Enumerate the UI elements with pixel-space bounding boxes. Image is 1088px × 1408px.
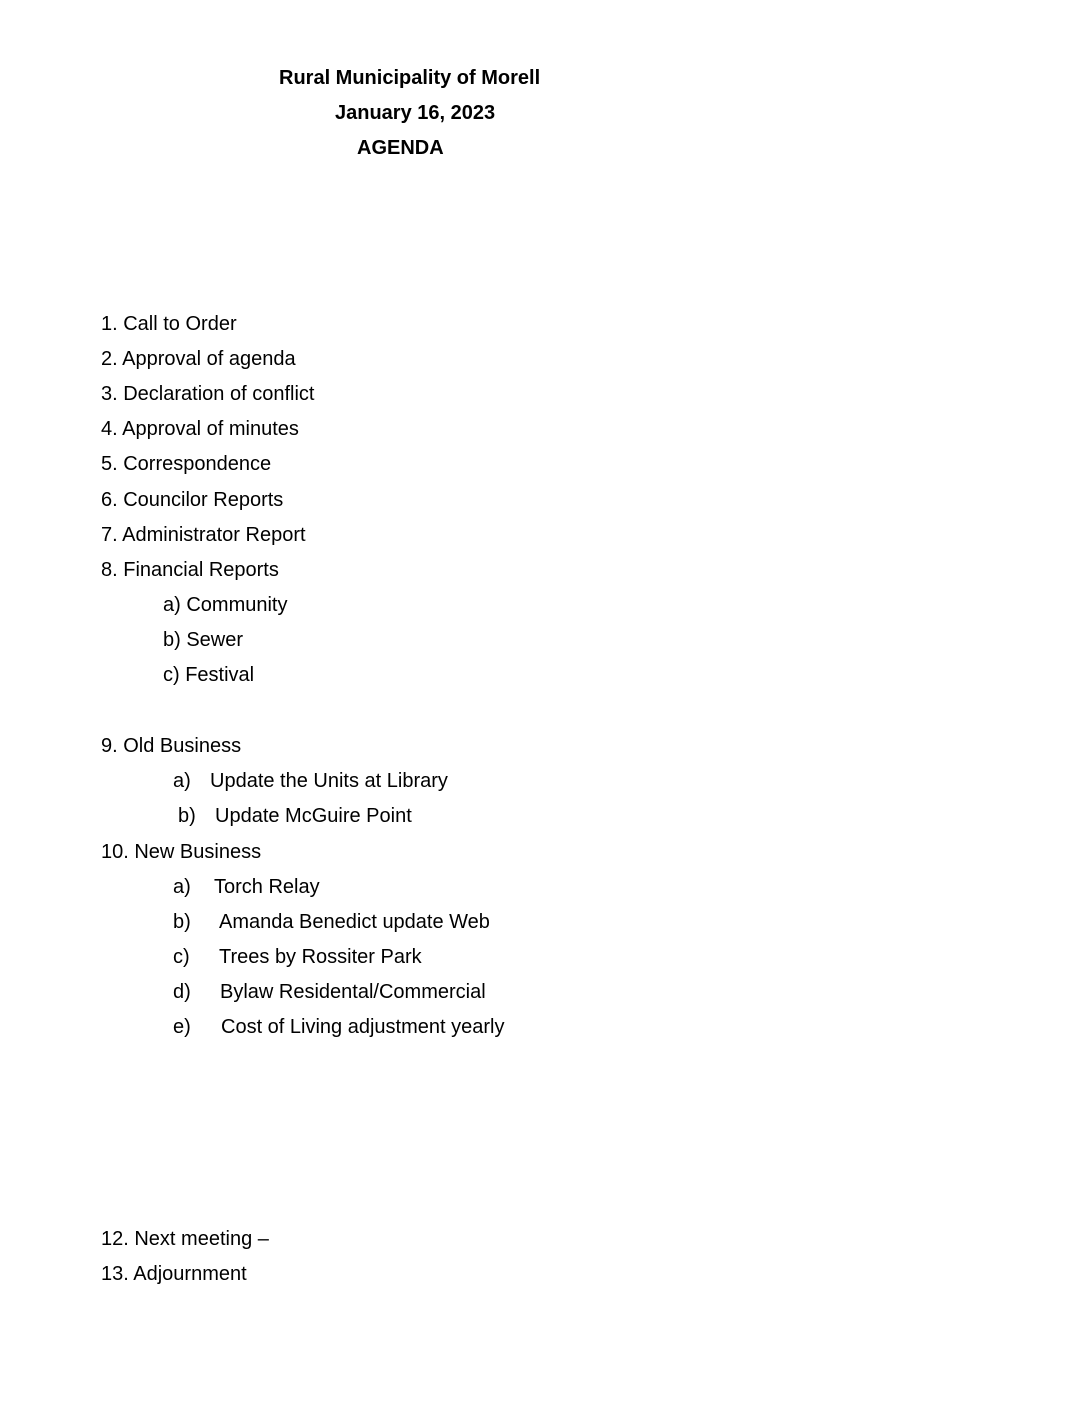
subitem-text: Trees by Rossiter Park <box>219 946 422 968</box>
subitem-text: Update McGuire Point <box>215 805 412 827</box>
new-business-subitem <box>173 980 486 1004</box>
agenda-item-declaration-of-conflict: 3. Declaration of conflict <box>101 383 315 405</box>
list-marker: c) <box>173 946 190 968</box>
new-business-subitem <box>173 875 320 899</box>
list-marker: b) <box>178 805 196 827</box>
agenda-item-next-meeting: 12. Next meeting – <box>101 1228 269 1250</box>
agenda-heading: AGENDA <box>357 137 444 159</box>
agenda-item-old-business: 9. Old Business <box>101 735 242 757</box>
agenda-item-call-to-order: 1. Call to Order <box>101 313 237 335</box>
agenda-item-new-business: 10. New Business <box>101 841 262 863</box>
financial-subitem-community: a) Community <box>163 594 288 616</box>
meeting-date: January 16, 2023 <box>335 102 496 124</box>
agenda-item-approval-of-minutes: 4. Approval of minutes <box>101 418 299 440</box>
agenda-item-approval-of-agenda: 2. Approval of agenda <box>101 348 296 370</box>
agenda-item-administrator-report: 7. Administrator Report <box>101 524 306 546</box>
new-business-subitem <box>173 1015 504 1039</box>
list-marker: a) <box>173 876 191 898</box>
agenda-item-financial-reports: 8. Financial Reports <box>101 559 279 581</box>
subitem-text: Torch Relay <box>214 876 320 898</box>
agenda-item-adjournment: 13. Adjournment <box>101 1263 247 1285</box>
old-business-subitem <box>178 804 412 828</box>
financial-subitem-festival: c) Festival <box>163 664 255 686</box>
financial-subitem-sewer: b) Sewer <box>163 629 244 651</box>
agenda-item-correspondence: 5. Correspondence <box>101 453 272 475</box>
subitem-text: Amanda Benedict update Web <box>219 911 490 933</box>
new-business-subitem <box>173 910 490 934</box>
new-business-subitem <box>173 945 422 969</box>
list-marker: b) <box>173 911 191 933</box>
organization-title: Rural Municipality of Morell <box>279 67 541 89</box>
list-marker: a) <box>173 770 191 792</box>
subitem-text: Cost of Living adjustment yearly <box>221 1016 505 1038</box>
old-business-subitem <box>173 769 448 793</box>
subitem-text: Bylaw Residental/Commercial <box>220 981 486 1003</box>
list-marker: e) <box>173 1016 191 1038</box>
list-marker: d) <box>173 981 191 1003</box>
subitem-text: Update the Units at Library <box>210 770 448 792</box>
agenda-item-councilor-reports: 6. Councilor Reports <box>101 489 284 511</box>
